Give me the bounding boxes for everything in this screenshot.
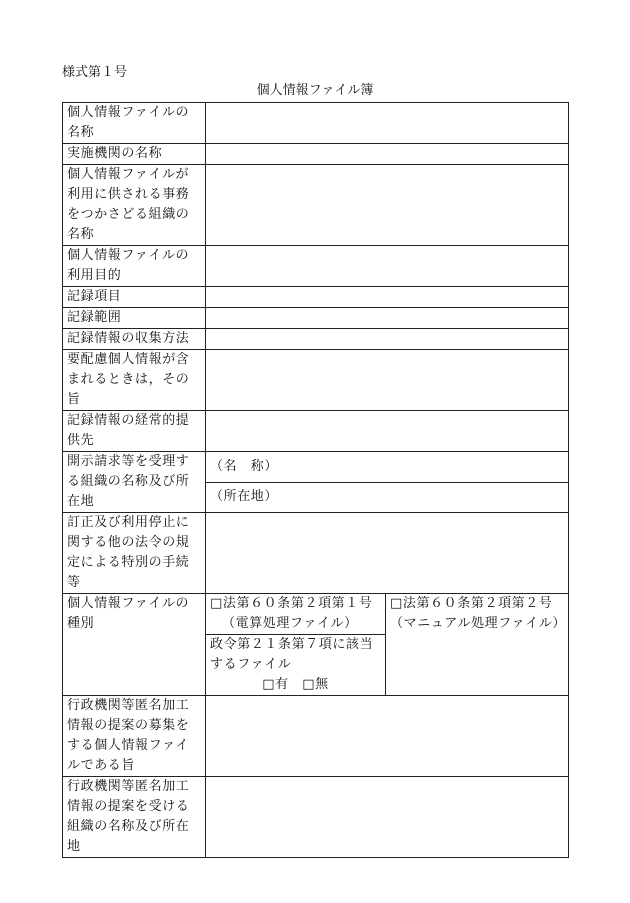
form-number: 様式第１号 xyxy=(62,65,128,80)
address-field-label: （所在地） xyxy=(210,489,279,505)
ordinance-text: 政令第２１条第７項に該当 xyxy=(210,637,374,652)
value-agency-name[interactable] xyxy=(206,144,569,165)
file-type-option-a[interactable] xyxy=(206,594,386,635)
row-sensitive-info xyxy=(63,350,569,411)
label-line: 記録範囲 xyxy=(67,310,122,325)
label-line: 行政機関等匿名加工 xyxy=(67,698,190,713)
checkbox-electronic-file[interactable]: □法第６０条第２項第１号 xyxy=(210,596,373,611)
label-line: 名称 xyxy=(67,125,95,140)
label-line: 開示請求等を受理す xyxy=(67,454,190,469)
value-record-items[interactable] xyxy=(206,287,569,308)
label-line: 等 xyxy=(67,575,81,590)
ordinance-text: するファイル xyxy=(210,657,292,672)
value-anonymized-offer[interactable] xyxy=(206,696,569,777)
label-line: 行政機関等匿名加工 xyxy=(67,779,190,794)
label-line: 実施機関の名称 xyxy=(67,146,163,161)
label-line: 個人情報ファイルの xyxy=(67,105,190,120)
value-purpose[interactable] xyxy=(206,246,569,287)
label-line: 個人情報ファイルが xyxy=(67,167,190,182)
label-line: 利用に供される事務 xyxy=(67,187,190,202)
label-anonymized-receiver xyxy=(63,777,206,858)
value-anonymized-receiver[interactable] xyxy=(206,777,569,858)
row-anonymized-offer xyxy=(63,696,569,777)
row-agency-name xyxy=(63,144,569,165)
option-a-note: （電算処理ファイル） xyxy=(222,616,358,631)
label-line: 要配慮個人情報が含 xyxy=(67,352,190,367)
name-field-label: （名 称） xyxy=(210,458,279,474)
label-line: 組織の名称及び所在 xyxy=(67,819,190,834)
label-line: 在地 xyxy=(67,494,95,509)
label-disclosure-office xyxy=(63,452,206,513)
register-table xyxy=(62,102,569,858)
ordinance-yes-no-checkboxes[interactable]: □有 □無 xyxy=(262,677,329,692)
label-purpose xyxy=(63,246,206,287)
row-special-procedures xyxy=(63,513,569,594)
value-regular-recipients[interactable] xyxy=(206,411,569,452)
label-line: 関する他の法令の規 xyxy=(67,535,190,550)
label-line: まれるときは，その旨 xyxy=(67,372,190,407)
row-purpose xyxy=(63,246,569,287)
label-organization xyxy=(63,165,206,246)
value-organization[interactable] xyxy=(206,165,569,246)
value-record-scope[interactable] xyxy=(206,308,569,329)
label-line: する個人情報ファイ xyxy=(67,738,190,753)
row-regular-recipients xyxy=(63,411,569,452)
value-special-procedures[interactable] xyxy=(206,513,569,594)
disclosure-office-address-field[interactable] xyxy=(206,482,569,513)
label-line: 供先 xyxy=(67,433,95,448)
option-b-note: （マニュアル処理ファイル） xyxy=(390,616,567,631)
label-line: ルである旨 xyxy=(67,758,136,773)
label-record-items xyxy=(63,287,206,308)
label-regular-recipients xyxy=(63,411,206,452)
label-collection-method xyxy=(63,329,206,350)
row-record-scope xyxy=(63,308,569,329)
row-disclosure-office-name xyxy=(63,452,569,483)
checkbox-manual-file[interactable]: □法第６０条第２項第２号 xyxy=(390,596,553,611)
label-line: 名称 xyxy=(67,227,95,242)
label-line: 個人情報ファイルの xyxy=(67,596,190,611)
row-anonymized-receiver xyxy=(63,777,569,858)
label-line: 定による特別の手続 xyxy=(67,555,190,570)
label-sensitive-info xyxy=(63,350,206,411)
label-special-procedures xyxy=(63,513,206,594)
label-line: 情報の提案の募集を xyxy=(67,718,190,733)
value-sensitive-info[interactable] xyxy=(206,350,569,411)
row-file-name xyxy=(63,103,569,144)
row-file-type xyxy=(63,594,569,635)
label-line: 訂正及び利用停止に xyxy=(67,515,190,530)
value-file-name[interactable] xyxy=(206,103,569,144)
label-agency-name xyxy=(63,144,206,165)
file-type-option-b[interactable] xyxy=(386,594,569,696)
label-line: 個人情報ファイルの xyxy=(67,248,190,263)
label-line: 地 xyxy=(67,839,81,854)
label-line: をつかさどる組織の xyxy=(67,207,190,222)
row-collection-method xyxy=(63,329,569,350)
label-file-name xyxy=(63,103,206,144)
row-record-items xyxy=(63,287,569,308)
label-line: る組織の名称及び所 xyxy=(67,474,190,489)
label-line: 記録項目 xyxy=(67,289,122,304)
label-anonymized-offer xyxy=(63,696,206,777)
label-line: 記録情報の収集方法 xyxy=(67,331,190,346)
disclosure-office-name-field[interactable] xyxy=(206,452,569,483)
document-title: 個人情報ファイル簿 xyxy=(256,83,374,98)
row-organization xyxy=(63,165,569,246)
label-line: 情報の提案を受ける xyxy=(67,799,190,814)
label-line: 利用目的 xyxy=(67,268,122,283)
value-collection-method[interactable] xyxy=(206,329,569,350)
label-record-scope xyxy=(63,308,206,329)
label-file-type xyxy=(63,594,206,696)
ordinance-cell xyxy=(206,635,386,696)
label-line: 記録情報の経常的提 xyxy=(67,413,190,428)
label-line: 種別 xyxy=(67,616,95,631)
